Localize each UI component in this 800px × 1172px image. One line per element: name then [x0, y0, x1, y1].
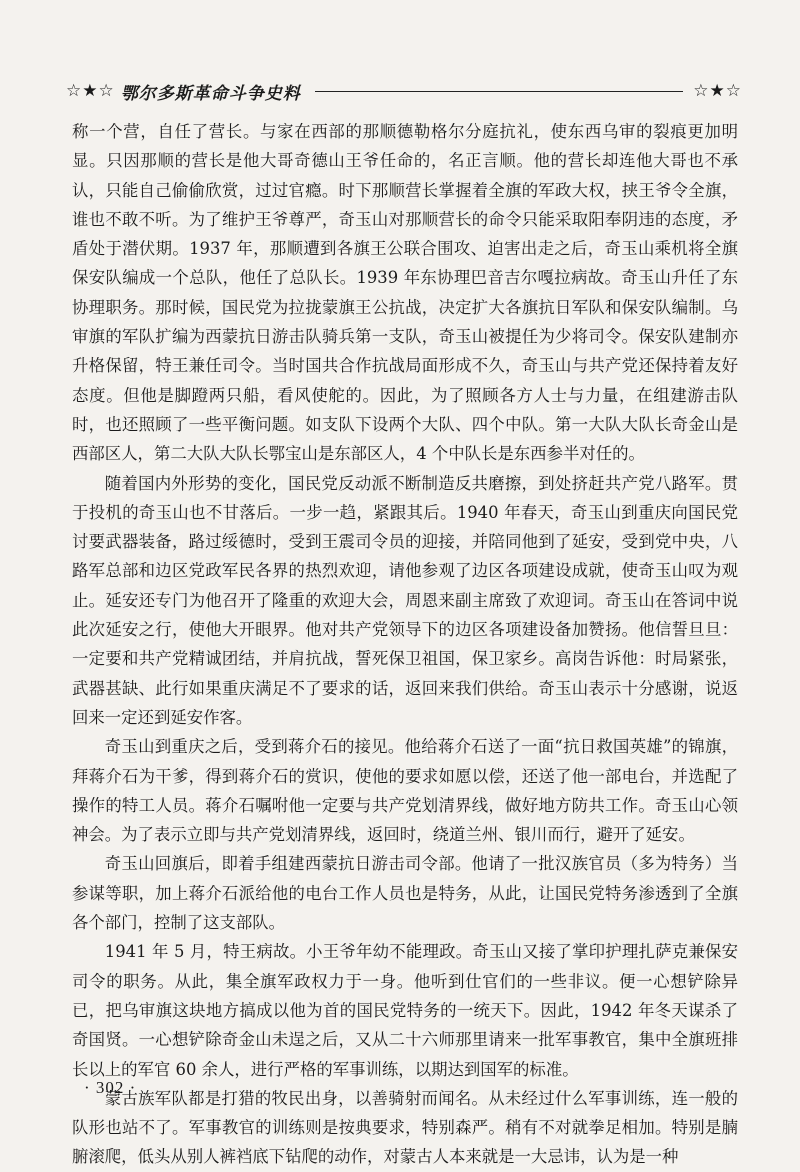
running-header	[66, 78, 742, 104]
body-text	[72, 117, 738, 1172]
header-rule	[315, 91, 684, 92]
paragraph: 随着国内外形势的变化，国民党反动派不断制造反共磨擦，到处挤赶共产党八路军。贯于投机的奇玉山也不甘落后。一步一趋，紧跟其后。1940 年春天，奇玉山到重庆向国民党讨要武器装备，路过绥德时，受到王震司令员的迎接，并陪同他到了延安，受到党中央，八路军总部和边区党政军民各界的热烈欢迎，请他参观了边区各项建设成就，使奇玉山叹为观止。延安还专门为他召开了隆重的欢迎大会，周恩来副主席致了欢迎词。奇玉山在答词中说此次延安之行，使他大开眼界。他对共产党领导下的边区各项建设备加赞扬。他信誓旦旦：一定要和共产党精诚团结，并肩抗战，誓死保卫祖国，保卫家乡。高岗告诉他：时局紧张，武器甚缺、此行如果重庆满足不了要求的话，返回来我们供给。奇玉山表示十分感谢，说返回来一定还到延安作客。	[72, 473, 738, 727]
paragraph: 奇玉山到重庆之后，受到蒋介石的接见。他给蒋介石送了一面“抗日救国英雄”的锦旗，拜蒋介石为干爹，得到蒋介石的赏识，使他的要求如愿以偿，还送了他一部电台，并选配了操作的特工人员。蒋介石嘱咐他一定要与共产党划清界线，做好地方防共工作。奇玉山心领神会。为了表示立即与共产党划清界线，返回时，绕道兰州、银川而行，避开了延安。	[72, 737, 738, 845]
header-stars-right: ☆★☆	[693, 81, 742, 101]
paragraph: 蒙古族军队都是打猎的牧民出身，以善骑射而闻名。从未经过什么军事训练，连一般的队形也站不了。军事教官的训练则是按典要求，特别森严。稍有不对就拳足相加。特别是腩腑滚爬，低头从别人裤裆底下钻爬的动作，对蒙古人本来就是一大忌讳，认为是一种	[72, 1088, 738, 1167]
header-stars-left: ☆★☆	[66, 81, 115, 101]
paragraph: 奇玉山回旗后，即着手组建西蒙抗日游击司令部。他请了一批汉族官员（多为特务）当参谋等职，加上蒋介石派给他的电台工作人员也是特务，从此，让国民党特务渗透到了全旗各个部门，控制了这支部队。	[72, 854, 738, 933]
paragraph: 1941 年 5 月，特王病故。小王爷年幼不能理政。奇玉山又接了掌印护理扎萨克兼保安司令的职务。从此，集全旗军政权力于一身。他听到仕官们的一些非议。便一心想铲除异已，把乌审旗这块地方搞成以他为首的国民党特务的一统天下。因此，1942 年冬天谋杀了奇国贤。一心想铲除奇金山未逞之后，又从二十六师那里请来一批军事教官，集中全旗班排长以上的军官 60 余人，进行严格的军事训练，以期达到国军的标准。	[72, 942, 738, 1079]
page-number: · 302 ·	[84, 1078, 137, 1097]
header-title: 鄂尔多斯革命斗争史料	[120, 83, 301, 104]
paragraph-continued: 称一个营，自任了营长。与家在西部的那顺德勒格尔分庭抗礼，使东西乌审的裂痕更加明显。只因那顺的营长是他大哥奇德山王爷任命的，名正言顺。他的营长却连他大哥也不承认，只能自己偷偷欣赏，过过官瘾。时下那顺营长掌握着全旗的军政大权，挟王爷令全旗，谁也不敢不听。为了维护王爷尊严，奇玉山对那顺营长的命令只能采取阳奉阴违的态度，矛盾处于潜伏期。1937 年，那顺遭到各旗王公联合围攻、迫害出走之后，奇玉山乘机将全旗保安队编成一个总队，他任了总队长。1939 年东协理巴音吉尔嘎拉病故。奇玉山升任了东协理职务。那时候，国民党为拉拢蒙旗王公抗战，决定扩大各旗抗日军队和保安队编制。乌审旗的军队扩编为西蒙抗日游击队骑兵第一支队，奇玉山被提任为少将司令。保安队建制亦升格保留，特王兼任司令。当时国共合作抗战局面形成不久，奇玉山与共产党还保持着友好态度。但他是脚蹬两只船，看风使舵的。因此，为了照顾各方人士与力量，在组建游击队时，也还照顾了一些平衡问题。如支队下设两个大队、四个中队。第一大队大队长奇金山是西部区人，第二大队大队长鄂宝山是东部区人，4 个中队长是东西参半对任的。	[72, 122, 738, 464]
